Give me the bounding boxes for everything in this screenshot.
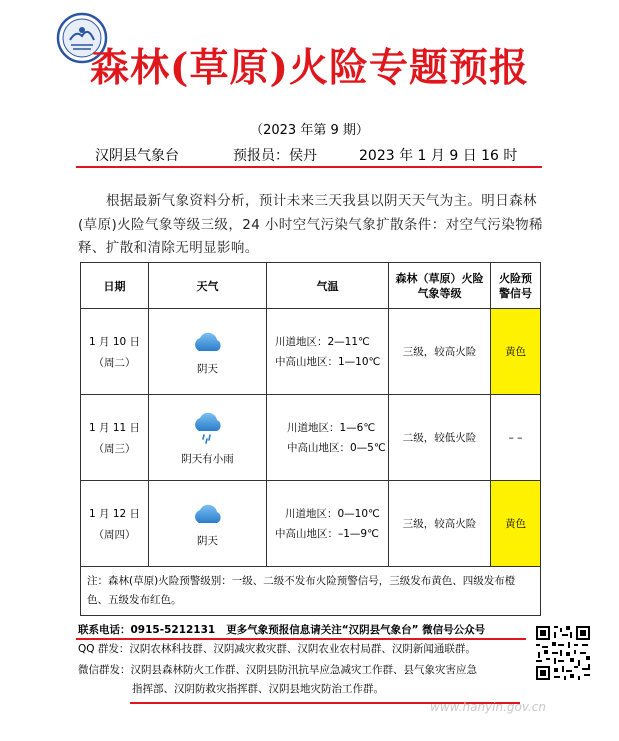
header-temp: 气温 — [267, 263, 389, 309]
forecast-summary: 根据最新气象资料分析，预计未来三天我县以阴天天气为主。明日森林(草原)火险气象等级三级，24 小时空气污染气象扩散条件：对空气污染物稀释、扩散和清除无明显影响。 — [78, 193, 543, 256]
date-cell — [81, 309, 149, 395]
temp-cell — [267, 481, 389, 567]
temp-cell — [267, 395, 389, 481]
temp-valley: 川道地区：1—6℃ — [287, 421, 376, 434]
table-row — [81, 309, 541, 395]
date-cell — [81, 395, 149, 481]
date-text: 1 月 12 日 — [88, 507, 141, 520]
weekday-text: （周二） — [93, 356, 136, 369]
weather-cell — [149, 309, 267, 395]
station-name: 汉阴县气象台 — [95, 148, 179, 164]
temp-valley: 川道地区：0—10℃ — [285, 507, 380, 520]
weather-text: 阴天 — [197, 363, 218, 375]
cloudy-icon — [191, 499, 225, 527]
wechat-groups-line1: 微信群发：汉阴县森林防火工作群、汉阴县防汛抗旱应急减灾工作群、县气象灾害应急 — [78, 664, 477, 676]
fire-level-cell: 三级，较高火险 — [389, 309, 491, 395]
weather-cell — [149, 395, 267, 481]
header-weather: 天气 — [149, 263, 267, 309]
date-text: 1 月 11 日 — [88, 421, 141, 434]
issue-datetime: 2023 年 1 月 9 日 16 时 — [359, 148, 518, 164]
watermark: www.hanyin.gov.cn — [430, 700, 547, 714]
report-title: 森林(草原)火险专题预报 — [90, 45, 529, 91]
issue-number: （2023 年第 9 期） — [250, 123, 369, 138]
date-text: 1 月 10 日 — [88, 335, 141, 348]
qr-code-icon — [534, 624, 592, 682]
temp-mountain: 中高山地区：1—10℃ — [275, 355, 381, 368]
date-cell — [81, 481, 149, 567]
follow-notice: 更多气象预报信息请关注“汉阴县气象台” 微信号公众号 — [226, 624, 486, 636]
temp-cell — [267, 309, 389, 395]
weekday-text: （周三） — [93, 442, 136, 455]
fire-level-cell: 二级，较低火险 — [389, 395, 491, 481]
report-meta — [95, 145, 517, 165]
forecaster: 预报员：侯丹 — [233, 148, 317, 164]
table-row — [81, 395, 541, 481]
signal-cell: 黄色 — [491, 481, 541, 567]
cloudy-icon — [191, 327, 225, 355]
table-row — [81, 481, 541, 567]
header-divider — [76, 166, 542, 168]
qq-groups: QQ 群发：汉阴农林科技群、汉阴减灾救灾群、汉阴农业农村局群、汉阴新闻通联群。 — [78, 643, 476, 655]
warning-note: 注：森林(草原)火险预警级别：一级、二级不发布火险预警信号，三级发布黄色、四级发布橙色、五级发布红色。 — [81, 567, 541, 616]
signal-cell: – – — [491, 395, 541, 481]
table-header-row — [81, 263, 541, 309]
header-signal: 火险预警信号 — [491, 263, 541, 309]
weather-cell — [149, 481, 267, 567]
signal-cell: 黄色 — [491, 309, 541, 395]
fire-level-cell: 三级，较高火险 — [389, 481, 491, 567]
weekday-text: （周四） — [93, 528, 136, 541]
header-fire-level: 森林（草原）火险气象等级 — [389, 263, 491, 309]
temp-mountain: 中高山地区：–1—9℃ — [275, 527, 379, 540]
contact-line — [78, 622, 485, 637]
light-rain-icon — [191, 409, 225, 445]
weather-text: 阴天 — [197, 535, 218, 547]
temp-valley: 川道地区：2—11℃ — [275, 335, 370, 348]
temp-mountain: 中高山地区：0—5℃ — [287, 441, 386, 454]
header-date: 日期 — [81, 263, 149, 309]
forecast-table — [80, 262, 541, 616]
wechat-groups-line2: 指挥部、汉阴防救灾指挥群、汉阴县地灾防治工作群。 — [132, 683, 384, 695]
note-row — [81, 567, 541, 616]
contact-phone: 联系电话：0915-5212131 — [78, 624, 216, 636]
weather-text: 阴天有小雨 — [181, 453, 234, 465]
